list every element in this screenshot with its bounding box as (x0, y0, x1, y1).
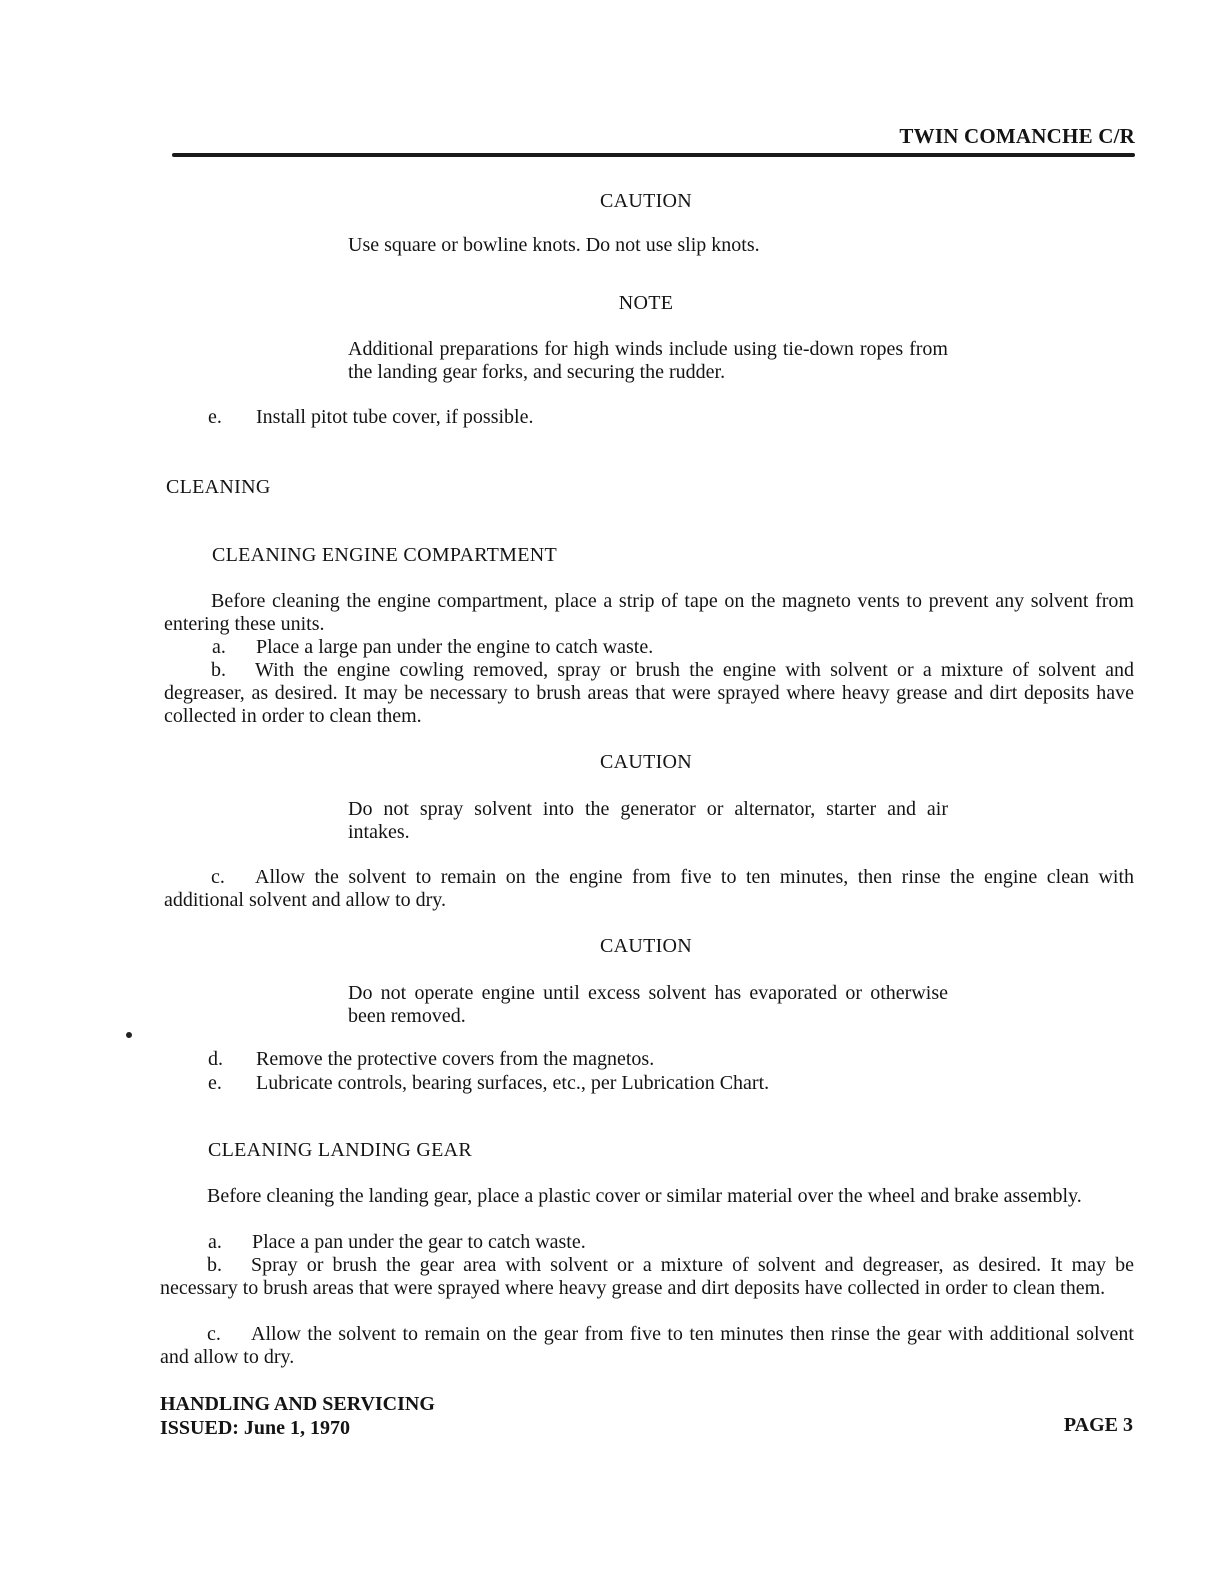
step-text: Lubricate controls, bearing surfaces, etc., per Lubrication Chart. (256, 1072, 770, 1094)
header-rule (172, 153, 1135, 157)
step-label: a. (212, 636, 226, 658)
step-text: Spray or brush the gear area with solvent or a mixture of solvent and degreaser, as desired. It may be necessary to brush areas that were sprayed where heavy grease and dirt deposits have collected in order to clean them. (160, 1254, 1134, 1299)
note-text: Additional preparations for high winds include using tie-down ropes from the landing gear forks, and securing the rudder. (348, 338, 948, 383)
subsection-title-engine: CLEANING ENGINE COMPARTMENT (212, 544, 558, 566)
caution-heading: CAUTION (599, 751, 693, 773)
step-label: c. (211, 866, 225, 888)
step-label: c. (207, 1323, 221, 1345)
footer-issued: ISSUED: June 1, 1970 (160, 1417, 351, 1439)
step-text: Allow the solvent to remain on the gear from five to ten minutes then rinse the gear with additional solvent and allow to dry. (160, 1323, 1134, 1368)
caution-heading: CAUTION (599, 935, 693, 957)
gear-intro-text: Before cleaning the landing gear, place a plastic cover or similar material over the wheel and brake assembly. (207, 1185, 1082, 1207)
engine-step-b (164, 659, 1134, 728)
engine-step-d (208, 1048, 1134, 1071)
step-text: Place a large pan under the engine to catch waste. (256, 636, 654, 658)
gear-step-a (208, 1231, 1134, 1254)
footer-section: HANDLING AND SERVICING (160, 1393, 435, 1415)
step-label: e. (208, 406, 222, 428)
header-title: TWIN COMANCHE C/R (899, 124, 1135, 148)
step-label: d. (208, 1048, 223, 1070)
step-text: Remove the protective covers from the magnetos. (256, 1048, 655, 1070)
caution-heading: CAUTION (599, 190, 693, 212)
subsection-title-gear: CLEANING LANDING GEAR (208, 1139, 473, 1161)
caution-text: Do not operate engine until excess solvent has evaporated or otherwise been removed. (348, 982, 948, 1027)
gear-intro (160, 1185, 1134, 1208)
note-heading: NOTE (618, 292, 674, 314)
page-number: PAGE 3 (1063, 1414, 1133, 1436)
step-label: b. (207, 1254, 222, 1276)
step-label: e. (208, 1072, 222, 1094)
engine-step-c (164, 866, 1134, 912)
step-text: Place a pan under the gear to catch waste. (252, 1231, 586, 1253)
step-text: Install pitot tube cover, if possible. (256, 406, 534, 428)
engine-intro-text: Before cleaning the engine compartment, place a strip of tape on the magneto vents to prevent any solvent from entering these units. (164, 590, 1134, 635)
engine-intro (164, 590, 1134, 636)
step-label: b. (211, 659, 226, 681)
step-e-pitot (208, 406, 1134, 429)
engine-step-e (208, 1072, 1134, 1095)
step-label: a. (208, 1231, 222, 1253)
gear-step-c (160, 1323, 1134, 1369)
step-text: With the engine cowling removed, spray or brush the engine with solvent or a mixture of solvent and degreaser, as desired. It may be necessary to brush areas that were sprayed where heavy grease and dirt deposits have collected in order to clean them. (164, 659, 1134, 727)
caution-text: Do not spray solvent into the generator or alternator, starter and air intakes. (348, 798, 948, 843)
caution-text: Use square or bowline knots. Do not use slip knots. (348, 234, 760, 256)
engine-step-a (212, 636, 1134, 659)
footer-left (160, 1392, 435, 1440)
step-text: Allow the solvent to remain on the engine from five to ten minutes, then rinse the engine clean with additional solvent and allow to dry. (164, 866, 1134, 911)
scan-speck (126, 1032, 132, 1038)
section-title-cleaning: CLEANING (166, 476, 271, 498)
gear-step-b (160, 1254, 1134, 1300)
